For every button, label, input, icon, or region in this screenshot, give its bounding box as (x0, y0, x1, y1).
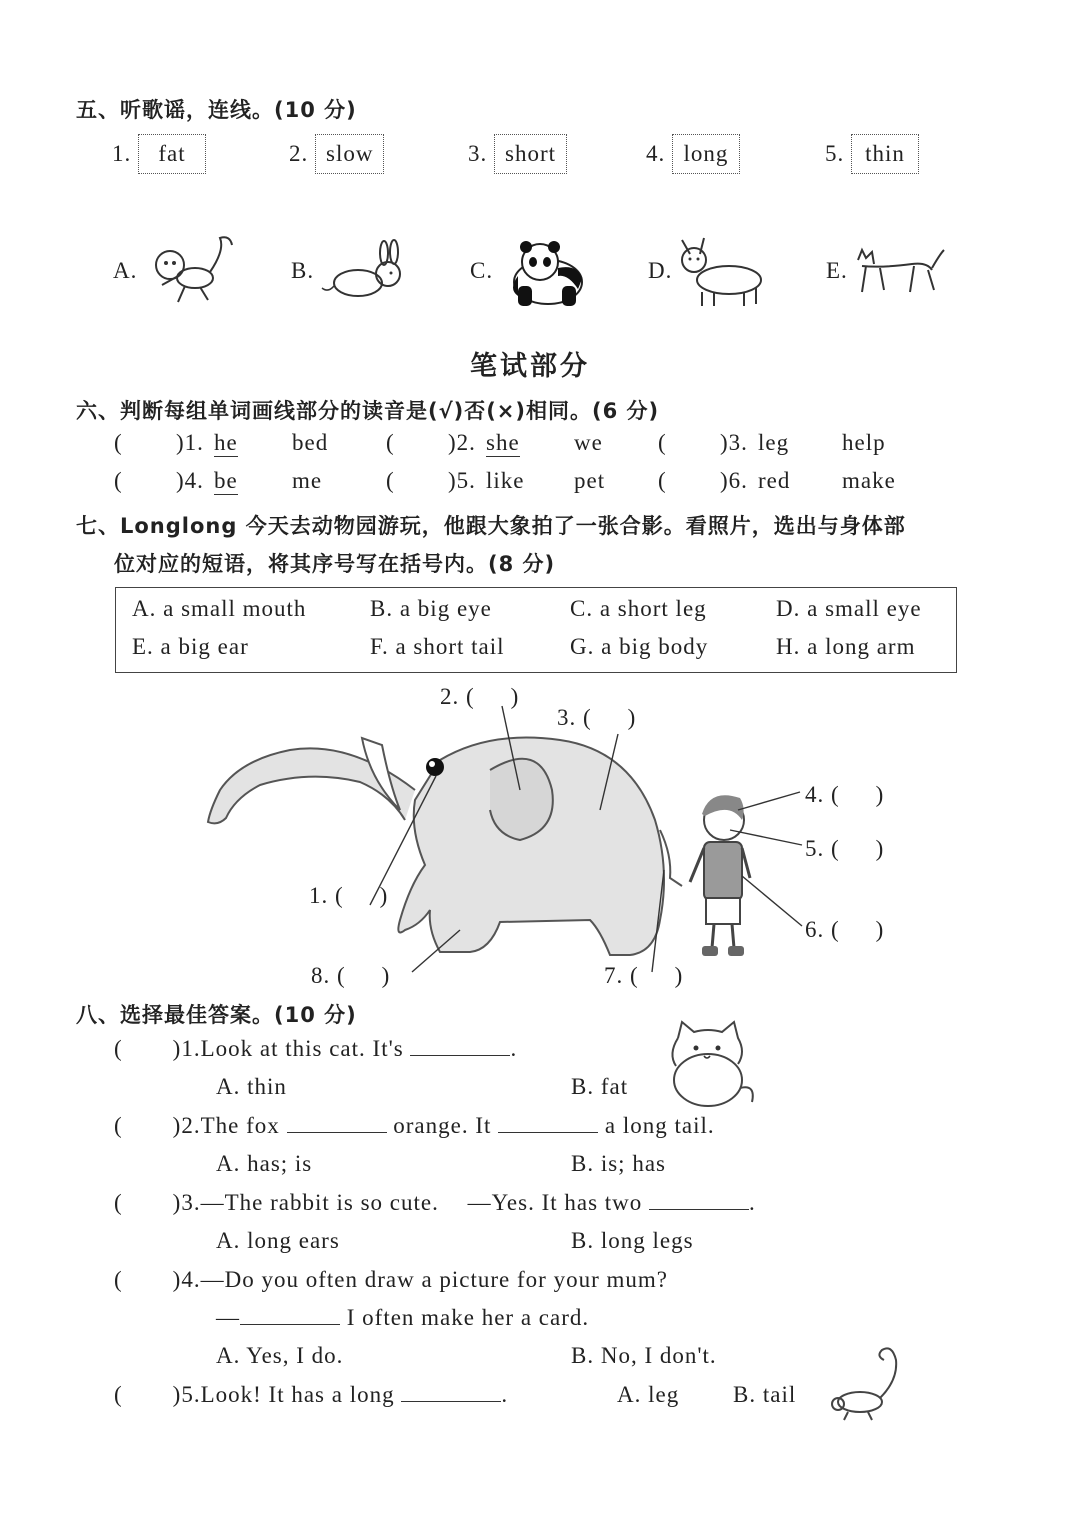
section7-title-line1: 七、Longlong 今天去动物园游玩，他跟大象拍了一张合影。看照片，选出与身体部 (76, 514, 906, 538)
word-number: 4. (646, 141, 666, 166)
option-f: F. a short tail (370, 634, 505, 659)
q2-option-a: A. has; is (216, 1151, 313, 1176)
word-underlined: be (214, 468, 238, 493)
answer-blank (410, 1037, 510, 1056)
answer-blank (240, 1306, 340, 1325)
q1-option-a: A. thin (216, 1074, 287, 1099)
picture-letter-e: E. (826, 258, 848, 283)
answer-blank (649, 1191, 749, 1210)
label-4: 4. ( ) (805, 782, 885, 807)
answer-blank (401, 1383, 501, 1402)
section6-title: 六、判断每组单词画线部分的读音是(√)否(×)相同。(6 分) (76, 399, 660, 423)
picture-letter-b: B. (291, 258, 315, 283)
monkey-icon (140, 230, 240, 310)
dog-icon (674, 232, 770, 310)
word-item-2 (289, 134, 384, 174)
boy-shorts (706, 898, 740, 924)
word-box: fat (138, 134, 206, 174)
boy-shirt (704, 842, 742, 900)
rabbit-icon (318, 238, 410, 308)
picture-letter-d: D. (648, 258, 673, 283)
label-1: 1. ( ) (309, 883, 389, 908)
word-item-5 (825, 134, 919, 174)
q4-row-2: — I often make her a card. (216, 1305, 590, 1330)
option-h: H. a long arm (776, 634, 916, 659)
word-item-3 (468, 134, 567, 174)
answer-blank (498, 1114, 598, 1133)
label-6: 6. ( ) (805, 917, 885, 942)
option-a: A. a small mouth (132, 596, 307, 621)
cat-icon (852, 240, 946, 300)
q5-option-b: B. tail (733, 1382, 797, 1407)
word-box: long (672, 134, 740, 174)
panda-icon (498, 234, 588, 309)
options-box (115, 587, 957, 673)
option-c: C. a short leg (570, 596, 707, 621)
word-number: 5. (825, 141, 845, 166)
section5-title: 五、听歌谣，连线。(10 分) (76, 98, 357, 122)
word-underlined: she (486, 430, 520, 455)
q4-option-b: B. No, I don't. (571, 1343, 717, 1368)
option-g: G. a big body (570, 634, 709, 659)
elephant-ear (490, 759, 553, 840)
word-item-4 (646, 134, 740, 174)
q5-row: ( )5.Look! It has a long . (114, 1382, 509, 1407)
q4-row: ( )4.—Do you often draw a picture for your mum? (114, 1267, 668, 1292)
written-part-title: 笔试部分 (470, 351, 590, 382)
q3-row: ( )3.—The rabbit is so cute. —Yes. It has two . (114, 1190, 756, 1215)
label-2: 2. ( ) (440, 684, 520, 709)
elephant-eye (426, 758, 444, 776)
q3-option-a: A. long ears (216, 1228, 340, 1253)
q4-option-a: A. Yes, I do. (216, 1343, 344, 1368)
word-box: thin (851, 134, 919, 174)
word-box: slow (315, 134, 384, 174)
option-e: E. a big ear (132, 634, 249, 659)
word-box: short (494, 134, 567, 174)
q5-option-a: A. leg (617, 1382, 680, 1407)
word-underlined: he (214, 430, 238, 455)
q2-option-b: B. is; has (571, 1151, 666, 1176)
mouse-icon (826, 1340, 906, 1424)
option-b: B. a big eye (370, 596, 492, 621)
option-d: D. a small eye (776, 596, 922, 621)
word-item-1 (112, 134, 206, 174)
answer-blank (287, 1114, 387, 1133)
q3-option-b: B. long legs (571, 1228, 694, 1253)
q1-row: ( )1.Look at this cat. It's . (114, 1036, 518, 1061)
q2-row: ( )2.The fox orange. It a long tail. (114, 1113, 715, 1138)
fat-cat-icon (660, 1018, 760, 1110)
label-8: 8. ( ) (311, 963, 391, 988)
word-number: 1. (112, 141, 132, 166)
label-5: 5. ( ) (805, 836, 885, 861)
word-number: 2. (289, 141, 309, 166)
label-7: 7. ( ) (604, 963, 684, 988)
picture-letter-a: A. (113, 258, 138, 283)
section8-title: 八、选择最佳答案。(10 分) (76, 1003, 357, 1027)
label-3: 3. ( ) (557, 705, 637, 730)
word-number: 3. (468, 141, 488, 166)
q1-option-b: B. fat (571, 1074, 629, 1099)
picture-letter-c: C. (470, 258, 494, 283)
section7-title-line2: 位对应的短语，将其序号写在括号内。(8 分) (114, 552, 556, 576)
